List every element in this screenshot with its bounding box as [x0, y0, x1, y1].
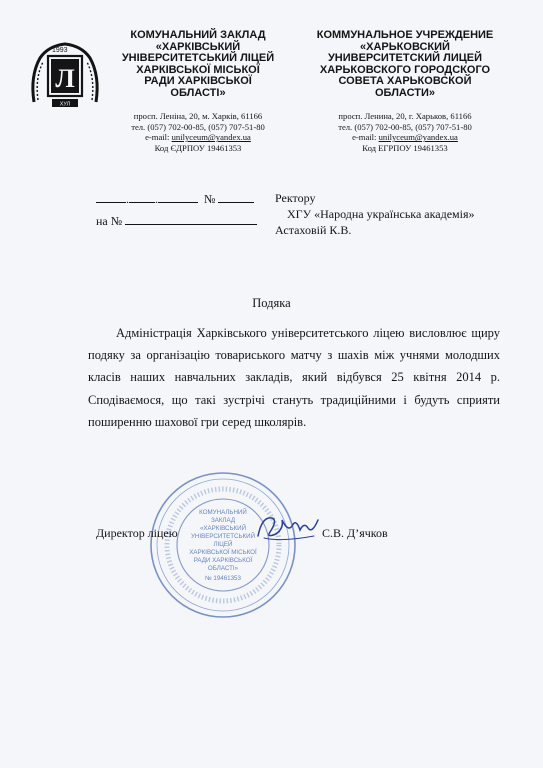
seal-line: КОМУНАЛЬНИЙ: [199, 509, 247, 516]
contacts-ru: [298, 111, 512, 153]
email-label: e-mail:: [145, 132, 172, 143]
phone-ru: тел. (057) 702-00-85, (057) 707-51-80: [338, 121, 472, 132]
email-row-uk: [112, 132, 284, 143]
number-blank: [218, 192, 254, 203]
handwritten-signature: [252, 508, 324, 548]
org-name-line: ХАРКІВСЬКОЇ МІСЬКОЇ: [136, 63, 260, 76]
phone-uk: тел. (057) 702-00-85, (057) 707-51-80: [131, 121, 265, 132]
header-russian: [298, 30, 512, 153]
seal-line: ЗАКЛАД: [210, 517, 236, 524]
contacts-uk: [112, 111, 284, 153]
email-link-uk[interactable]: unilyceum@yandex.ua: [171, 132, 251, 143]
org-name-line: РАДИ ХАРКІВСЬКОЇ: [144, 75, 252, 87]
letter-body: Адміністрація Харківського університетського ліцею висловлює щиру подяку за організацію товариського матчу з шахів між учнями молодших класів наших навчальних закладів, який відбувся 25 квітня 2014 р. Сподіваємося, що такі зустрічі стануть традиційними і будуть сприяти поширенню шахової гри серед школярів.: [88, 326, 500, 429]
date-day-blank: [96, 192, 126, 203]
addressee-line: Ректору: [275, 191, 316, 205]
org-name-uk: [112, 30, 284, 99]
lyceum-logo: [28, 40, 102, 114]
org-name-line: КОММУНАЛЬНОЕ УЧРЕЖДЕНИЕ: [316, 29, 494, 41]
on-number-label: на №: [96, 214, 123, 228]
letter-title: Подяка: [252, 296, 291, 310]
logo-year: 1993: [52, 47, 68, 54]
seal-line: «ХАРКІВСЬКИЙ: [199, 525, 247, 532]
org-name-line: «ХАРКІВСЬКИЙ: [155, 40, 241, 53]
seal-line: ЛІЦЕЙ: [213, 541, 233, 548]
seal-line: РАДИ ХАРКІВСЬКОЇ: [193, 557, 253, 564]
number-sign: №: [204, 192, 216, 206]
seal-line: ХАРКІВСЬКОЇ МІСЬКОЇ: [189, 549, 257, 556]
address-ru: просп. Ленина, 20, г. Харьков, 61166: [338, 111, 472, 121]
date-year-blank: [158, 192, 198, 203]
addressee-line: ХГУ «Народна українська академія»: [287, 207, 475, 221]
on-number-blank: [125, 214, 257, 225]
addressee-line: Астаховій К.В.: [275, 223, 352, 237]
logo-caption: ХУЛ: [59, 101, 71, 108]
incoming-reference: [96, 214, 257, 229]
email-link-ru[interactable]: unilyceum@yandex.ua: [378, 132, 458, 143]
org-name-line: КОМУНАЛЬНИЙ ЗАКЛАД: [130, 29, 266, 41]
signatory-role: Директор ліцею: [96, 526, 178, 540]
address-uk: просп. Леніна, 20, м. Харків, 61166: [133, 111, 263, 121]
email-row-ru: [298, 132, 512, 143]
org-name-line: «ХАРЬКОВСКИЙ: [360, 40, 450, 53]
date-month-blank: [129, 192, 155, 203]
code-ru: Код ЕГРПОУ 19461353: [362, 142, 448, 153]
code-uk: Код ЄДРПОУ 19461353: [154, 142, 242, 153]
signatory-name: С.В. Д’ячков: [322, 526, 388, 540]
org-name-ru: [298, 30, 512, 99]
addressee: [275, 190, 474, 238]
header-ukrainian: [112, 30, 284, 153]
org-name-line: УНІВЕРСИТЕТСЬКИЙ ЛІЦЕЙ: [121, 52, 275, 64]
org-name-line: УНИВЕРСИТЕТСКИЙ ЛИЦЕЙ: [327, 52, 483, 64]
seal-line: ОБЛАСТІ»: [207, 565, 239, 572]
org-name-line: ОБЛАСТИ»: [375, 86, 435, 99]
outgoing-reference: . . №: [96, 192, 254, 207]
seal-line: УНІВЕРСИТЕТСЬКИЙ: [190, 533, 256, 540]
org-name-line: СОВЕТА ХАРЬКОВСКОЙ: [338, 75, 472, 87]
org-name-line: ХАРЬКОВСКОГО ГОРОДСКОГО: [319, 63, 491, 76]
email-label: e-mail:: [352, 132, 379, 143]
org-name-line: ОБЛАСТІ»: [170, 86, 226, 99]
seal-line: № 19461353: [205, 575, 241, 582]
logo-letter: Л: [55, 64, 75, 93]
